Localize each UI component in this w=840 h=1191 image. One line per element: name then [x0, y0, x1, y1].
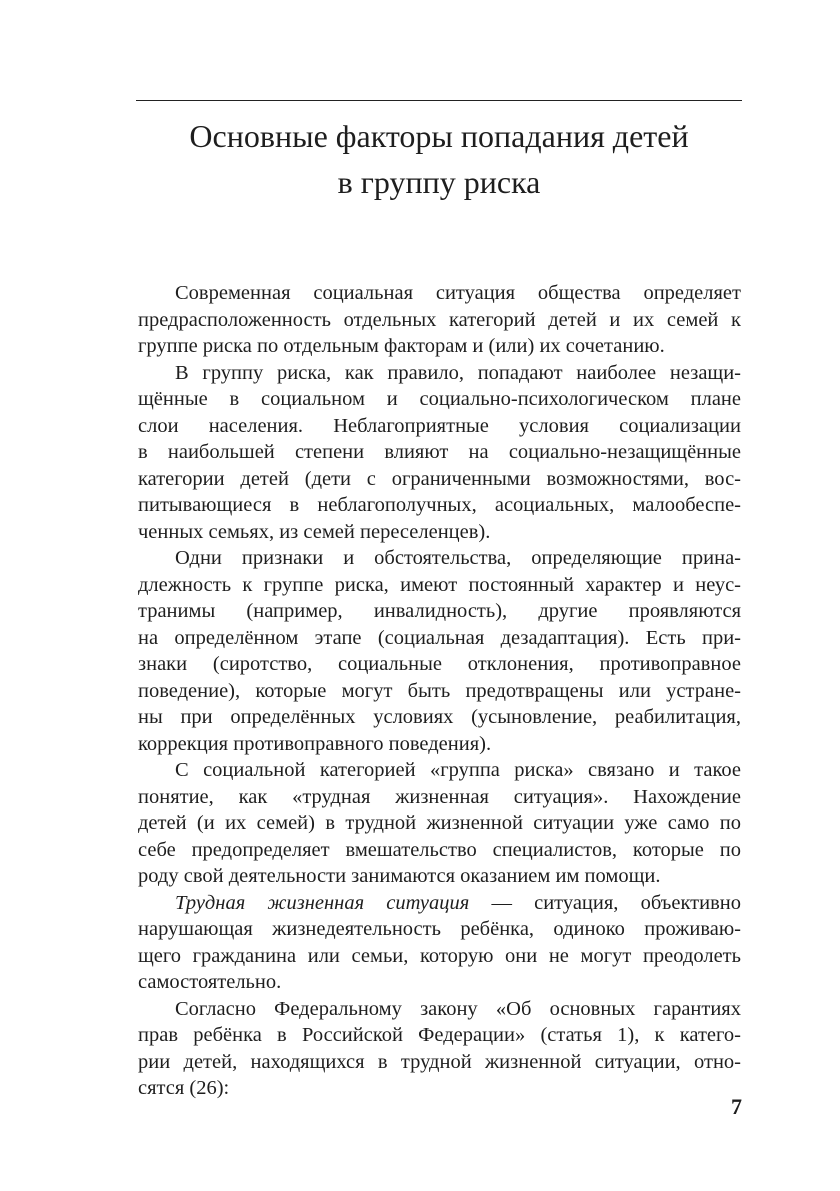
text-line: В группу риска, как правило, попадают наиболее незащи- — [175, 361, 741, 384]
paragraph-6 — [138, 996, 741, 1102]
text-line: поведение), которые могут быть предотвращены или устране- — [138, 679, 741, 702]
paragraph-1 — [138, 280, 741, 360]
text-line: щего гражданина или семьи, которую они не могут преодолеть — [138, 944, 741, 967]
text-line: С социальной категорией «группа риска» связано и такое — [175, 759, 741, 781]
text-line: ны при определённых условиях (усыновление, реабилитация, — [138, 706, 741, 728]
paragraph-4 — [138, 757, 741, 890]
text-line: Согласно Федеральному закону «Об основных гарантиях — [175, 997, 741, 1020]
chapter-title-line: в группу риска — [337, 164, 541, 200]
text-line: знаки (сиротство, социальные отклонения, противоправное — [138, 653, 741, 675]
text-line: себе предопределяет вмешательство специалистов, которые по — [138, 838, 741, 861]
chapter-title-line: Основные факторы попадания детей — [189, 118, 689, 154]
text-line: транимы (например, инвалидность), другие проявляются — [138, 600, 741, 622]
paragraph-5-definition — [138, 890, 741, 996]
text-line: предрасположенность отдельных категорий детей и их семей к — [138, 308, 741, 331]
text-line: понятие, как «трудная жизненная ситуация». Нахождение — [138, 785, 741, 808]
text-line: ченных семьях, из семей переселенцев). — [138, 520, 491, 543]
header-rule — [136, 100, 742, 101]
text-line: нарушающая жизнедеятельность ребёнка, одиноко проживаю- — [138, 918, 741, 940]
text-line: рии детей, находящихся в трудной жизненной ситуации, отно- — [138, 1050, 741, 1073]
text-line: щённые в социальном и социально-психологическом плане — [138, 388, 741, 410]
defined-term: Трудная жизненная ситуация — [175, 891, 470, 914]
text-line: Современная социальная ситуация общества определяет — [175, 282, 741, 304]
page-number: 7 — [731, 1094, 742, 1119]
text-line: роду свой деятельности занимаются оказанием им помощи. — [138, 865, 661, 887]
text-line: коррекция противоправного поведения). — [138, 732, 492, 755]
text-line: на определённом этапе (социальная дезадаптация). Есть при- — [138, 626, 741, 649]
paragraph-3 — [138, 545, 741, 757]
text-line: детей (и их семей) в трудной жизненной ситуации уже само по — [138, 812, 741, 834]
text-line: в наибольшей степени влияют на социально-незащищённые — [138, 441, 741, 463]
text-line: прав ребёнка в Российской Федерации» (статья 1), к катего- — [138, 1024, 741, 1046]
definition-start: — ситуация, объективно — [469, 891, 741, 914]
text-line: длежность к группе риска, имеют постоянный характер и неус- — [138, 573, 741, 596]
chapter-title — [136, 113, 742, 205]
text-line: самостоятельно. — [138, 971, 282, 993]
text-line: слои населения. Неблагоприятные условия социализации — [138, 414, 741, 437]
body-text — [138, 280, 741, 1102]
text-line: категории детей (дети с ограниченными возможностями, вос- — [138, 467, 741, 490]
text-line: группе риска по отдельным факторам и (или) их сочетанию. — [138, 335, 665, 357]
text-line: сятся (26): — [138, 1077, 230, 1099]
paragraph-2 — [138, 360, 741, 546]
text-line — [138, 890, 741, 917]
text-line: питывающиеся в неблагополучных, асоциальных, малообеспе- — [138, 494, 741, 516]
text-line: Одни признаки и обстоятельства, определяющие прина- — [175, 547, 741, 569]
